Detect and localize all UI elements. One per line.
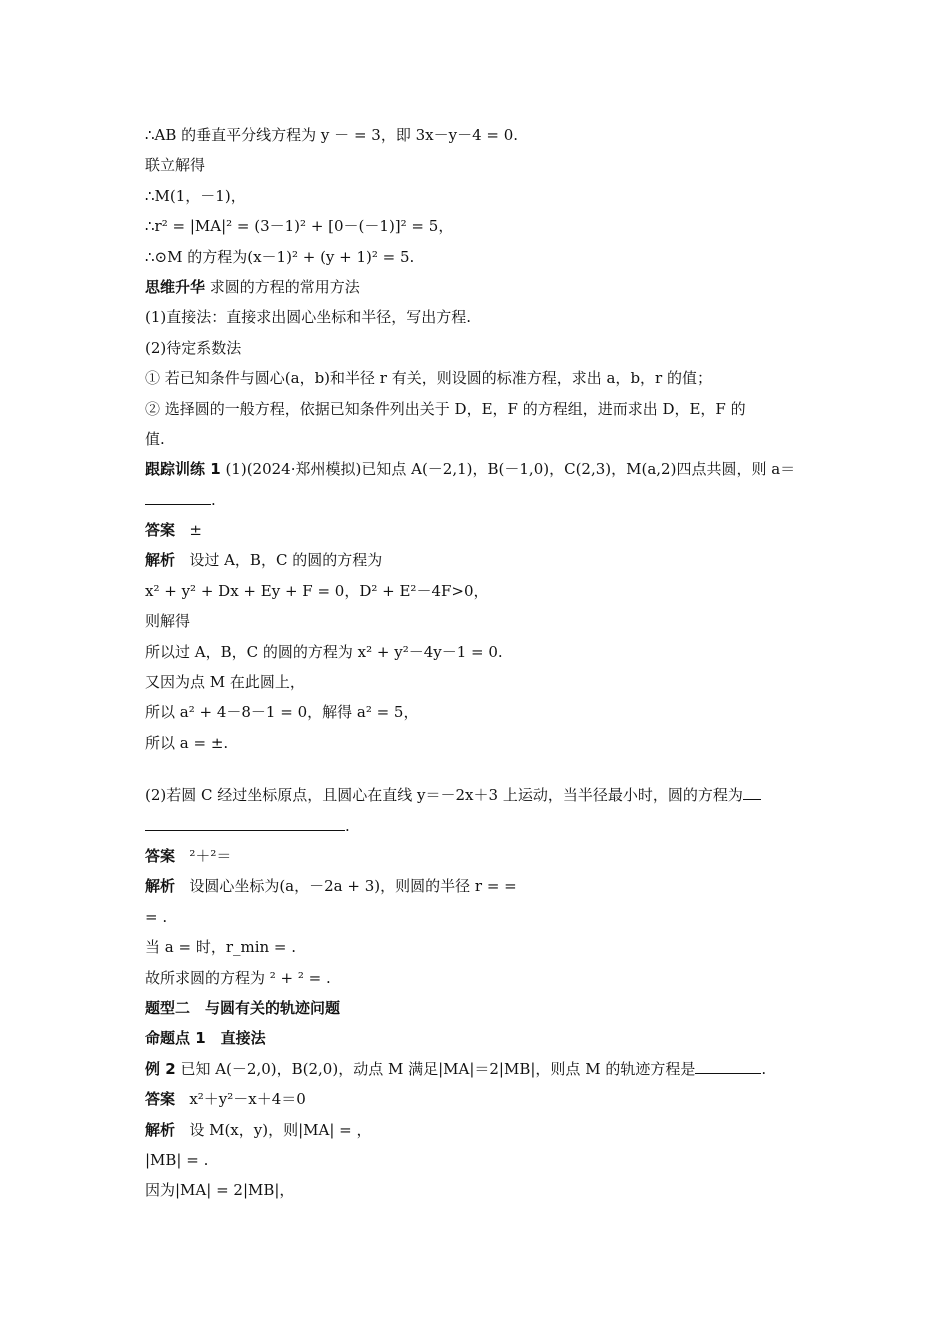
analysis-text: 设过 A，B，C 的圆的方程为 [189,551,383,570]
exercise-2-answer-line [145,841,810,871]
center-m-line: ∴M(1，－1)， [145,186,246,205]
analysis-text: 设 M(x，y)，则|MA| = ， [189,1120,372,1139]
exercise-2-question-line [145,780,810,810]
exercise-2-blank-line [145,811,810,841]
example-2-question-line [145,1054,810,1084]
section-heading: 题型二 与圆有关的轨迹问题 [145,998,341,1017]
exercise-1-question-text: (1)(2024·郑州模拟)已知点 A(－2,1)，B(－1,0)，C(2,3)，M(a,2)四点共圆，则 a＝ [225,460,796,479]
answer-heading: 答案 [145,1090,176,1109]
r-min-line: 当 a = 时，r_min = . [145,938,297,957]
answer-text: x²＋y²－x＋4＝0 [189,1090,306,1109]
exercise-1-heading: 跟踪训练 1 [145,460,221,479]
method-direct-line: (1)直接法：直接求出圆心坐标和半径，写出方程. [145,308,472,327]
exercise-2-question-text: (2)若圆 C 经过坐标原点，且圆心在直线 y＝－2x＋3 上运动，当半径最小时，圆的方程为 [145,786,743,805]
example-2-question-text: 已知 A(－2,0)，B(2,0)，动点 M 满足|MA|＝2|MB|，则点 M 的轨迹方程是 [180,1059,696,1078]
radius-squared-line: ∴r² = |MA|² = (3－1)² + [0－(－1)]² = 5， [145,217,454,236]
mb-distance-line: |MB| = . [145,1150,209,1169]
method-standard-form-line: ① 若已知条件与圆心(a，b)和半径 r 有关，则设圆的标准方程，求出 a，b，r 的值； [145,369,712,388]
example-2-analysis-line [145,1115,810,1145]
analysis-heading: 解析 [145,551,176,570]
exercise-1-question-line [145,454,810,484]
exercise-2-analysis-line [145,871,810,901]
radius-continuation-line: = . [145,907,168,926]
ma-equals-2mb-line: 因为|MA| = 2|MB|， [145,1181,295,1200]
analysis-text: 设圆心坐标为(a，－2a + 3)，则圆的半径 r = = [189,877,517,896]
exercise-1-blank-line [145,485,810,515]
method-undetermined-line: (2)待定系数法 [145,338,242,357]
exercise-1-answer-line [145,515,810,545]
circle-m-equation-line: ∴⊙M 的方程为(x－1)² + (y + 1)² = 5. [145,247,415,266]
answer-blank [145,486,211,505]
answer-text: ± [189,521,202,540]
exercise-1-analysis-line [145,545,810,575]
answer-text: ²＋²＝ [189,846,232,865]
example-2-heading: 例 2 [145,1059,176,1078]
document-page [145,120,810,1206]
solve-a-squared-line: 所以 a² + 4－8－1 = 0，解得 a² = 5， [145,703,419,722]
then-solve-line: 则解得 [145,612,191,631]
spacer [145,758,810,780]
answer-blank [145,812,345,831]
thinking-summary-text: 求圆的方程的常用方法 [209,277,360,296]
answer-blank [743,781,761,800]
a-result-line: 所以 a = ±. [145,733,229,752]
circle-result-line: 故所求圆的方程为 ² + ² = . [145,968,331,987]
analysis-heading: 解析 [145,1120,176,1139]
example-2-answer-line [145,1084,810,1114]
subsection-heading: 命题点 1 直接法 [145,1029,266,1048]
method-general-form-line-end: 值. [145,429,165,448]
point-m-on-circle-line: 又因为点 M 在此圆上， [145,673,305,692]
general-equation-line: x² + y² + Dx + Ey + F = 0，D² + E²－4F>0， [145,581,489,600]
example-2-blank-end: . [761,1059,767,1078]
method-general-form-line: ② 选择圆的一般方程，依据已知条件列出关于 D，E，F 的方程组，进而求出 D，E，F 的 [145,399,746,418]
exercise-2-blank-end: . [345,816,350,835]
answer-heading: 答案 [145,521,176,540]
answer-heading: 答案 [145,846,176,865]
circle-abc-equation-line: 所以过 A，B，C 的圆的方程为 x² + y²－4y－1 = 0. [145,642,503,661]
thinking-summary-line [145,272,810,302]
analysis-heading: 解析 [145,877,176,896]
answer-blank [695,1055,761,1074]
bisector-equation-line: ∴AB 的垂直平分线方程为 y － = 3，即 3x－y－4 = 0. [145,126,519,144]
exercise-1-blank-end: . [211,490,216,509]
thinking-summary-heading: 思维升华 [145,277,206,296]
simultaneous-solve-line: 联立解得 [145,156,206,175]
